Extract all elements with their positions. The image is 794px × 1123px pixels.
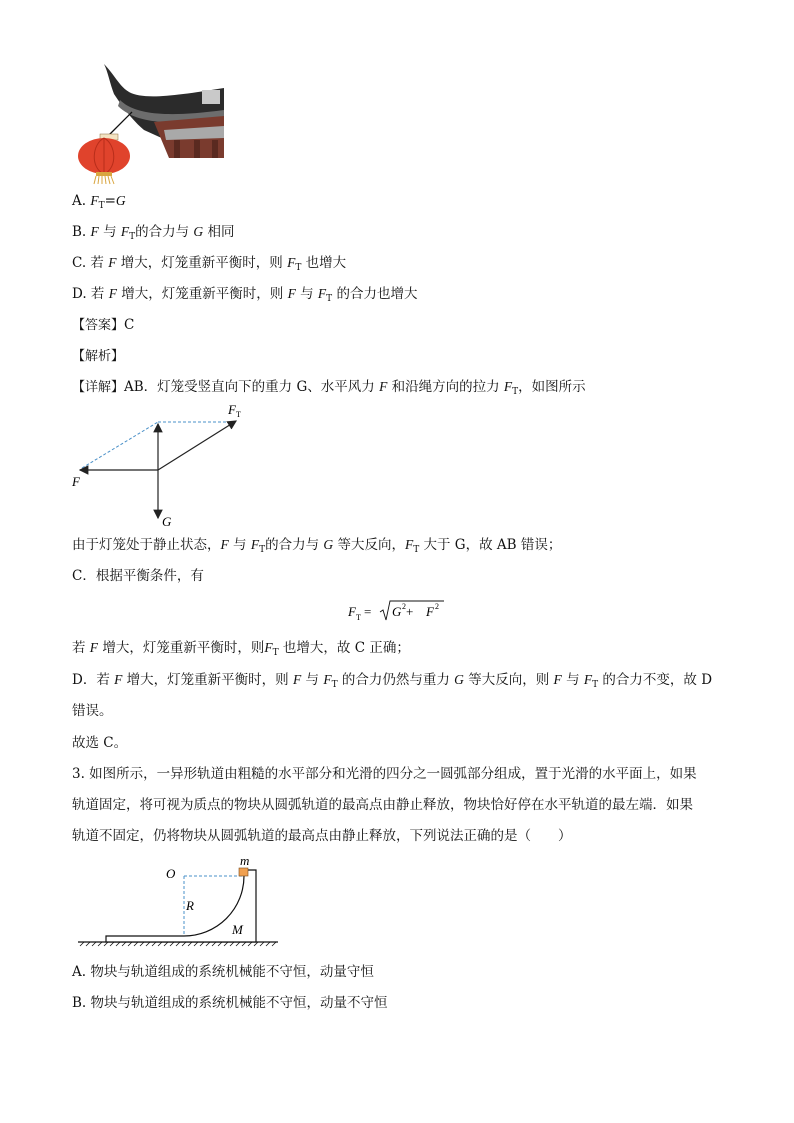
q3-stem-1: 3. 如图所示，一异形轨道由粗糙的水平部分和光滑的四分之一圆弧部分组成，置于光滑的水平面上，如果 xyxy=(72,766,697,782)
ft-label: $F_T$ xyxy=(228,402,241,419)
svg-text:G: G xyxy=(392,604,402,619)
option-b: B. F 与 $F_T$的合力与 G 相同 xyxy=(72,224,235,242)
option-c: C. 若 F 增大，灯笼重新平衡时，则 $F_T$ 也增大 xyxy=(72,255,347,273)
svg-text:+: + xyxy=(406,604,414,619)
answer-line: 【答案】C xyxy=(72,317,135,333)
svg-text:2: 2 xyxy=(402,602,406,611)
choose-line: 故选 C。 xyxy=(72,735,128,751)
formula xyxy=(348,598,458,624)
q3-stem-3: 轨道不固定，仍将物块从圆弧轨道的最高点由静止释放，下列说法正确的是（ ） xyxy=(72,828,572,844)
block-m xyxy=(239,868,248,876)
analysis-label: 【解析】 xyxy=(72,349,125,364)
m-label: m xyxy=(240,853,250,868)
g-label: G xyxy=(162,514,172,529)
q3-stem-2: 轨道固定，将可视为质点的物块从圆弧轨道的最高点由静止释放，物块恰好停在水平轨道的最左端．如果 xyxy=(72,797,693,813)
q3-option-b: B. 物块与轨道组成的系统机械能不守恒，动量不守恒 xyxy=(72,995,388,1011)
force-diagram xyxy=(68,402,268,532)
svg-text:2: 2 xyxy=(435,602,439,611)
c-line: C．根据平衡条件，有 xyxy=(72,568,204,584)
d-line-2: 错误。 xyxy=(72,703,113,719)
o-label: O xyxy=(166,866,176,881)
tension-arrow xyxy=(158,421,236,470)
svg-text:=: = xyxy=(364,604,372,619)
c-conclusion: 若 F 增大，灯笼重新平衡时，则$F_T$ 也增大，故 C 正确； xyxy=(72,640,410,658)
svg-text:F: F xyxy=(348,604,356,619)
dashed-diagonal xyxy=(82,422,158,468)
f-label: F xyxy=(72,474,80,489)
detail-line: 【详解】AB．灯笼受竖直向下的重力 G、水平风力 F 和沿绳方向的拉力 $F_T$，如图所示 xyxy=(72,379,586,397)
d-line: D．若 F 增大，灯笼重新平衡时，则 F 与 $F_T$ 的合力仍然与重力 G 等大反向，则 F 与 $F_T$ 的合力不变，故 D xyxy=(72,672,713,690)
track-diagram xyxy=(72,852,282,952)
option-a: A. $F_T=G$ xyxy=(72,193,126,211)
option-d: D. 若 F 增大，灯笼重新平衡时，则 F 与 $F_T$ 的合力也增大 xyxy=(72,286,418,304)
big-m-label: M xyxy=(232,922,243,937)
lantern-roof-image xyxy=(74,60,224,186)
q3-option-a: A. 物块与轨道组成的系统机械能不守恒，动量守恒 xyxy=(72,964,374,980)
static-line: 由于灯笼处于静止状态，F 与 $F_T$的合力与 G 等大反向，$F_T$ 大于 G，故 AB 错误； xyxy=(72,537,562,555)
svg-text:F: F xyxy=(426,604,434,619)
r-label: R xyxy=(186,898,194,913)
svg-text:T: T xyxy=(356,613,361,622)
